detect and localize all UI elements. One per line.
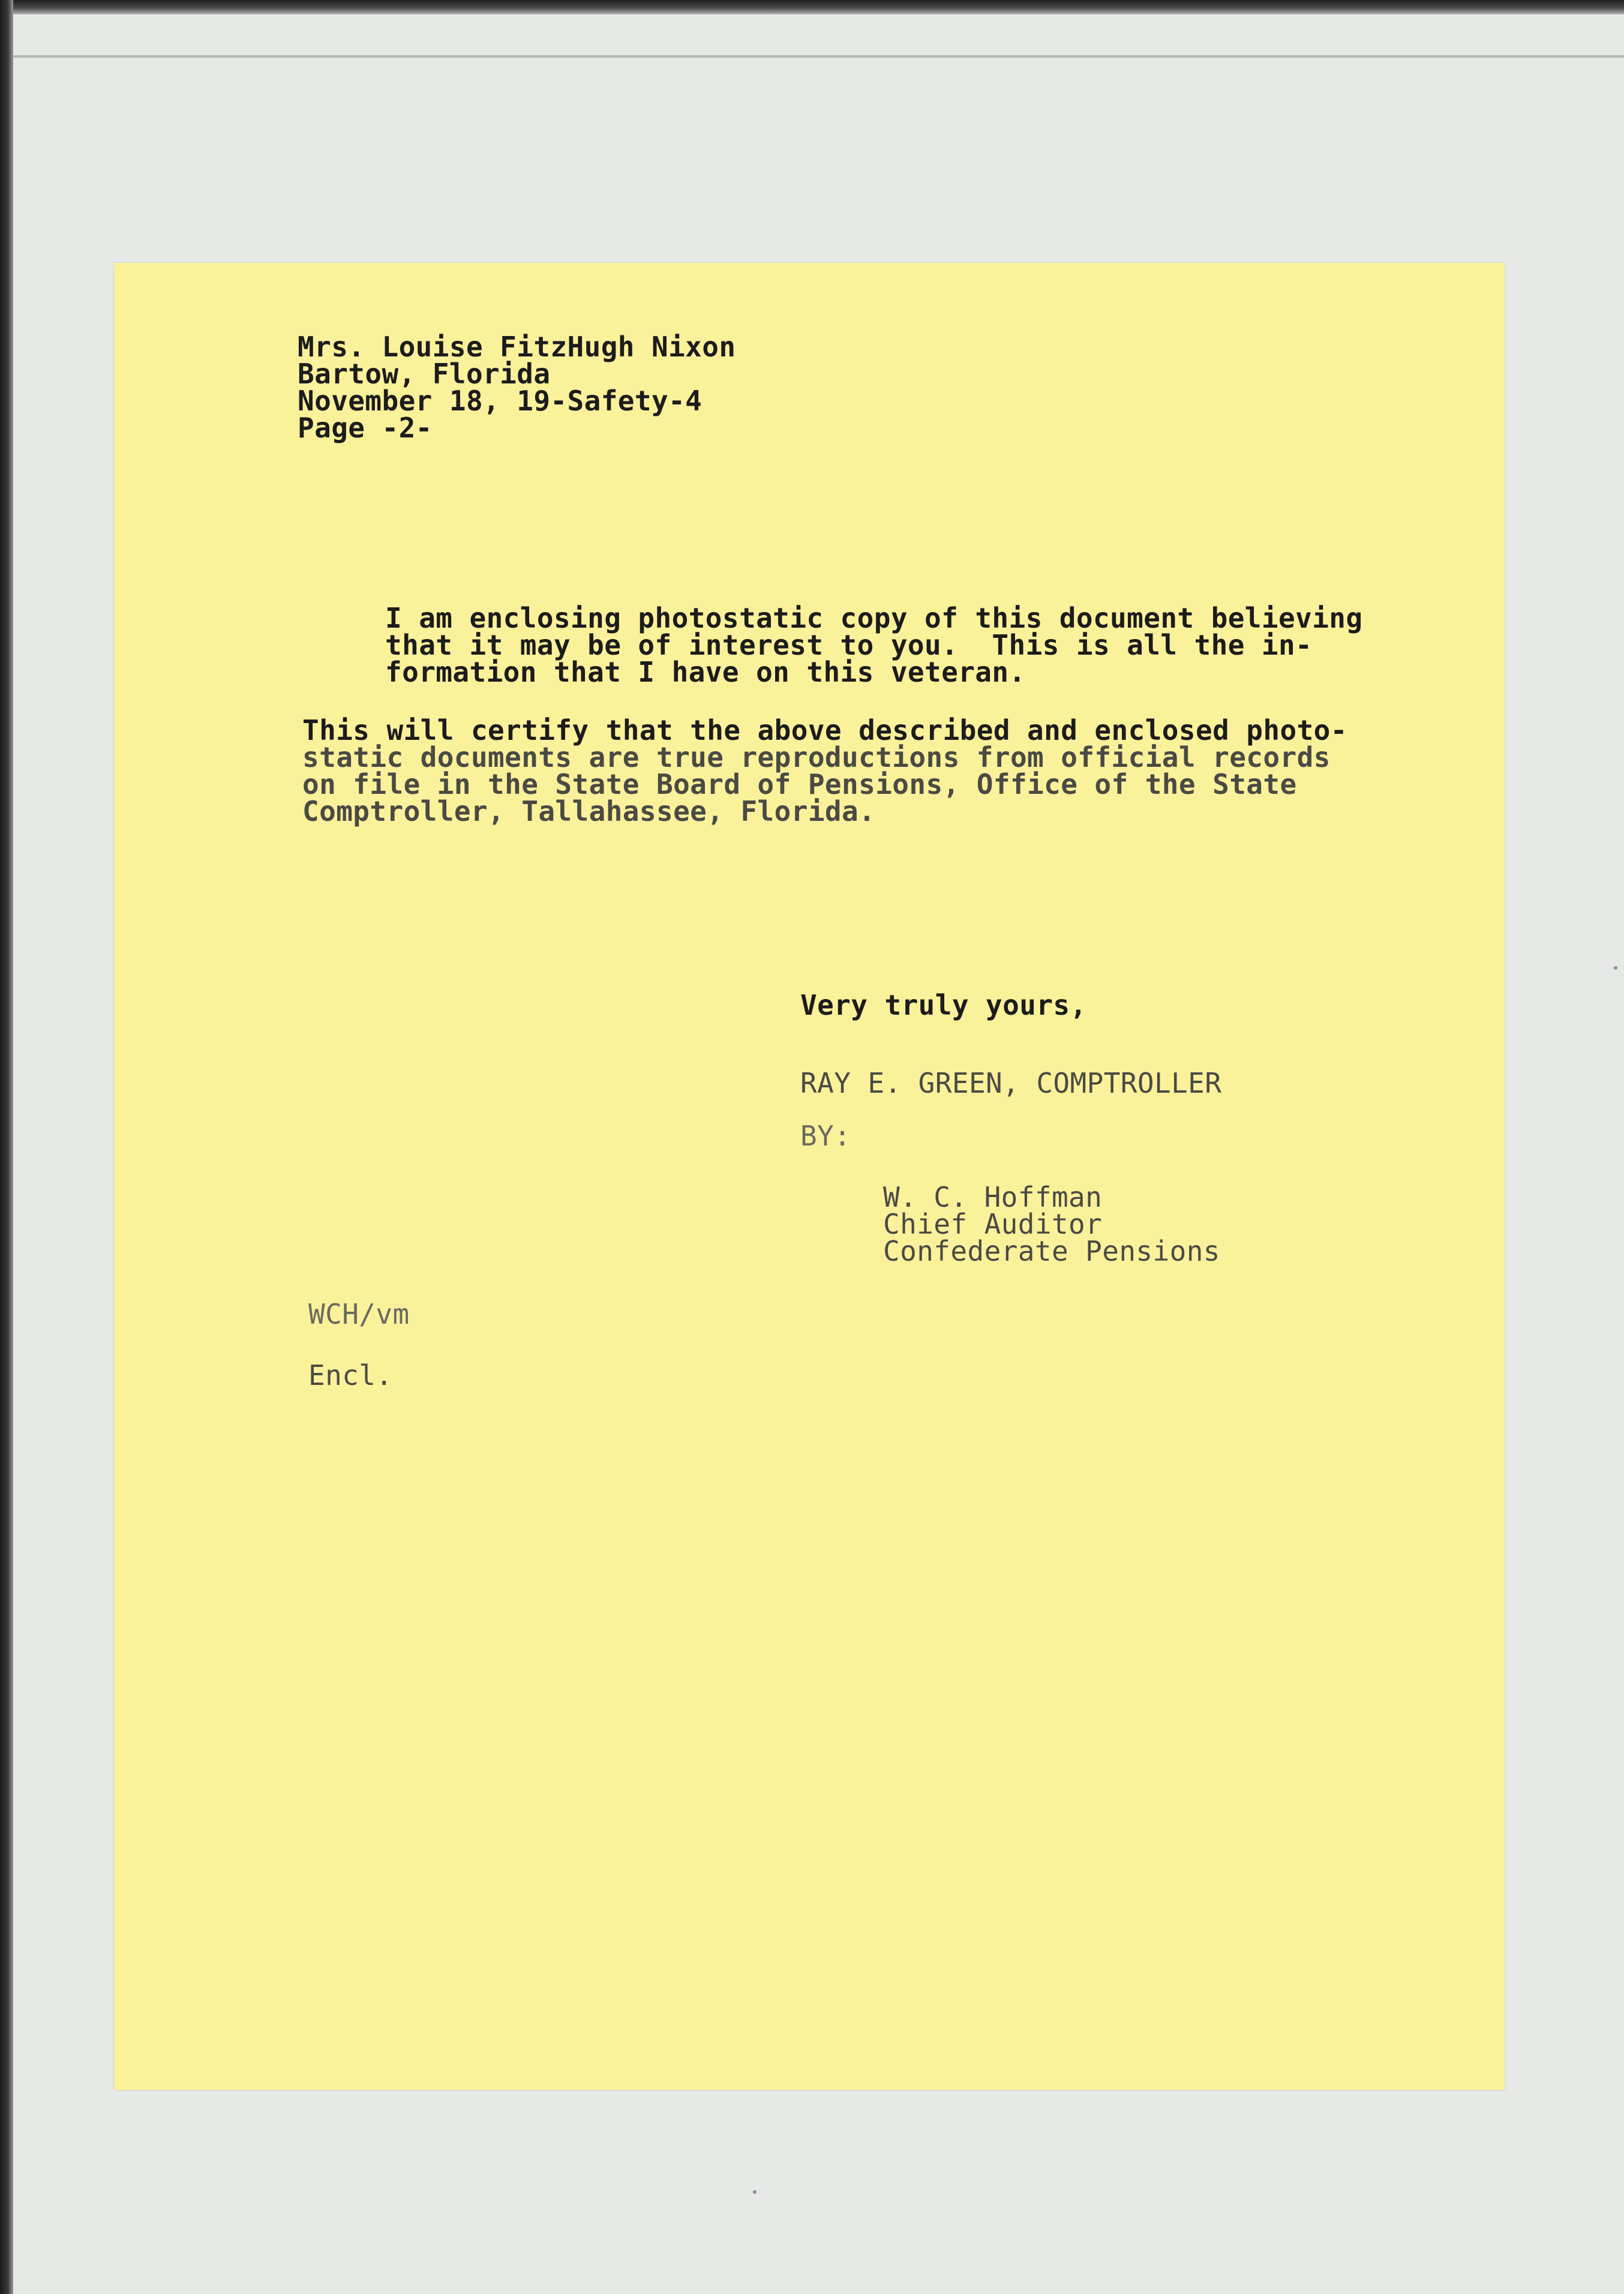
signer-block bbox=[883, 1181, 1220, 1267]
signer-department: Confederate Pensions bbox=[883, 1235, 1220, 1267]
by-line: BY: bbox=[800, 1120, 851, 1152]
paragraph-line: that it may be of interest to you. This is all the in- bbox=[385, 629, 1313, 661]
signature-line: RAY E. GREEN, COMPTROLLER bbox=[800, 1067, 1222, 1099]
address-block bbox=[298, 331, 736, 444]
scan-left-edge bbox=[0, 0, 13, 2294]
address-line-city: Bartow, Florida bbox=[298, 358, 551, 390]
closing: Very truly yours, bbox=[800, 989, 1087, 1021]
paragraph-line: I am enclosing photostatic copy of this document believing bbox=[385, 602, 1363, 634]
scan-speck bbox=[1614, 966, 1617, 970]
scan-fold-line bbox=[13, 55, 1624, 58]
paragraph-line: Comptroller, Tallahassee, Florida. bbox=[302, 795, 876, 827]
enclosure-note: Encl. bbox=[308, 1359, 393, 1392]
address-line-page: Page -2- bbox=[298, 412, 433, 444]
paragraph-line: This will certify that the above described and enclosed photo- bbox=[302, 714, 1347, 746]
scan-top-edge bbox=[0, 0, 1624, 14]
address-line-date: November 18, 19-Safety-4 bbox=[298, 385, 703, 417]
paragraph-line: on file in the State Board of Pensions, Office of the State bbox=[302, 768, 1297, 800]
address-line-recipient: Mrs. Louise FitzHugh Nixon bbox=[298, 331, 736, 363]
scan-speck bbox=[753, 2190, 757, 2194]
reference-initials: WCH/vm bbox=[308, 1298, 410, 1330]
paragraph-line: formation that I have on this veteran. bbox=[385, 656, 1026, 688]
paragraph-line: static documents are true reproductions from official records bbox=[302, 741, 1331, 773]
letter-page bbox=[114, 263, 1505, 2090]
paragraph-certification bbox=[302, 714, 1347, 827]
signer-title: Chief Auditor bbox=[883, 1208, 1103, 1240]
paragraph-enclosing bbox=[385, 602, 1363, 688]
signer-name: W. C. Hoffman bbox=[883, 1181, 1103, 1213]
